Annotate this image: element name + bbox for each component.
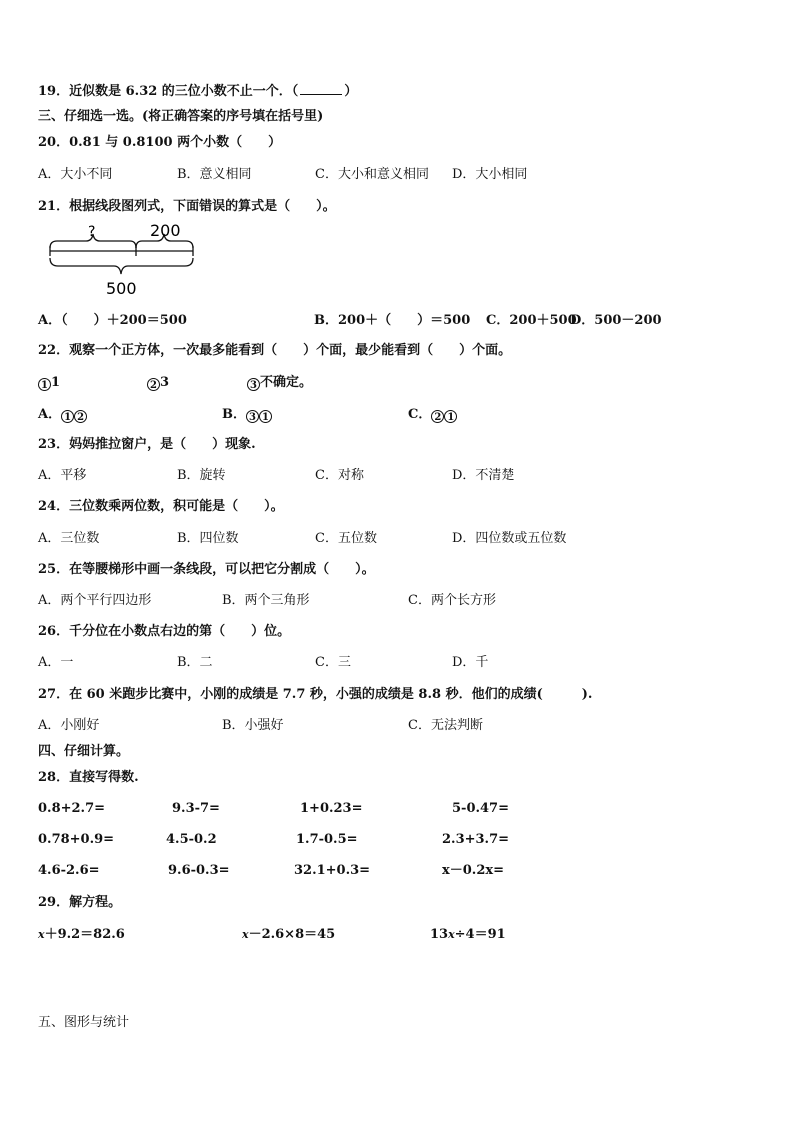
q20-option-c[interactable]: C．大小和意义相同 xyxy=(315,167,429,182)
q23-option-d[interactable]: D．不清楚 xyxy=(452,468,515,483)
question-24-stem: 24．三位数乘两位数，积可能是（ ）。 xyxy=(38,499,284,514)
section-5-heading: 五、图形与统计 xyxy=(38,1015,130,1030)
q20-option-a[interactable]: A．大小不同 xyxy=(38,167,113,182)
question-27-stem: 27．在 60 米跑步比赛中，小刚的成绩是 7.7 秒，小强的成绩是 8.8 秒．他们的成绩( ). xyxy=(38,687,593,702)
calc-item: 32.1+0.3= xyxy=(294,863,371,878)
total-label: 500 xyxy=(106,279,137,298)
q22-option-c[interactable]: C． 2 1 xyxy=(408,407,457,423)
unknown-label: ? xyxy=(88,224,96,240)
bottom-brace xyxy=(50,258,193,274)
question-26-stem: 26．千分位在小数点右边的第（ ）位。 xyxy=(38,624,291,639)
q24-option-d[interactable]: D．四位数或五位数 xyxy=(452,531,567,546)
q25-option-c[interactable]: C．两个长方形 xyxy=(408,593,496,608)
question-25-stem: 25．在等腰梯形中画一条线段，可以把它分割成（ ）。 xyxy=(38,562,375,577)
circled-number: 3 xyxy=(246,410,259,423)
question-19: 19．近似数是 6.32 的三位小数不止一个．（ ） xyxy=(38,84,358,99)
question-22-stem: 22．观察一个正方体，一次最多能看到（ ）个面，最少能看到（ ）个面。 xyxy=(38,343,512,358)
q27-option-a[interactable]: A．小刚好 xyxy=(38,718,100,733)
q25-option-b[interactable]: B．两个三角形 xyxy=(222,593,310,608)
line-segment-diagram xyxy=(40,222,210,304)
calc-item: 2.3+3.7= xyxy=(442,832,510,847)
circled-number: 1 xyxy=(259,410,272,423)
q26-option-c[interactable]: C．三 xyxy=(315,655,351,670)
calc-item: 4.5-0.2 xyxy=(166,832,217,847)
circled-number: 1 xyxy=(61,410,74,423)
question-21-stem: 21．根据线段图列式，下面错误的算式是（ ）。 xyxy=(38,199,336,214)
circled-number: 1 xyxy=(38,378,51,391)
q22-choice-1: 1 1 xyxy=(38,375,60,391)
question-29-stem: 29．解方程。 xyxy=(38,895,122,910)
q24-option-b[interactable]: B．四位数 xyxy=(177,531,239,546)
q21-option-b[interactable]: B．200＋（ ）＝500 xyxy=(314,313,471,328)
q26-option-a[interactable]: A．一 xyxy=(38,655,74,670)
calc-item: 9.3-7= xyxy=(172,801,220,816)
q23-option-a[interactable]: A．平移 xyxy=(38,468,87,483)
section-4-heading: 四、仔细计算。 xyxy=(38,744,130,759)
q26-option-d[interactable]: D．千 xyxy=(452,655,489,670)
equation-3: 13x÷4＝91 xyxy=(430,927,506,942)
q22-choice-2: 2 3 xyxy=(147,375,169,391)
q21-option-d[interactable]: D．500－200 xyxy=(570,313,662,328)
calc-item: 0.78+0.9= xyxy=(38,832,115,847)
q26-option-b[interactable]: B．二 xyxy=(177,655,213,670)
calc-item: 0.8+2.7= xyxy=(38,801,106,816)
q23-option-b[interactable]: B．旋转 xyxy=(177,468,226,483)
q22-option-a[interactable]: A． 1 2 xyxy=(38,407,87,423)
q21-option-a[interactable]: A．（ ）＋200＝500 xyxy=(38,313,187,328)
q23-option-c[interactable]: C．对称 xyxy=(315,468,364,483)
section-3-heading: 三、仔细选一选。(将正确答案的序号填在括号里) xyxy=(38,109,324,124)
calc-item: 1.7-0.5= xyxy=(296,832,358,847)
q22-choice-3: 3 不确定。 xyxy=(247,375,312,391)
question-23-stem: 23．妈妈推拉窗户，是（ ）现象. xyxy=(38,437,256,452)
q27-option-b[interactable]: B．小强好 xyxy=(222,718,284,733)
q20-option-d[interactable]: D．大小相同 xyxy=(452,167,528,182)
calc-item: 4.6-2.6= xyxy=(38,863,100,878)
circled-number: 3 xyxy=(247,378,260,391)
circled-number: 1 xyxy=(444,410,457,423)
calc-item: 1+0.23= xyxy=(300,801,363,816)
answer-blank[interactable] xyxy=(300,83,342,95)
q25-option-a[interactable]: A．两个平行四边形 xyxy=(38,593,152,608)
q27-option-c[interactable]: C．无法判断 xyxy=(408,718,483,733)
circled-number: 2 xyxy=(431,410,444,423)
equation-2: x－2.6×8＝45 xyxy=(242,927,336,942)
question-28-stem: 28．直接写得数. xyxy=(38,770,139,785)
q21-option-c[interactable]: C．200＋500 xyxy=(486,313,577,328)
q24-option-c[interactable]: C．五位数 xyxy=(315,531,377,546)
calc-item: 9.6-0.3= xyxy=(168,863,230,878)
calc-item: 5-0.47= xyxy=(452,801,509,816)
calc-item: x－0.2x= xyxy=(442,863,505,878)
circled-number: 2 xyxy=(74,410,87,423)
circled-number: 2 xyxy=(147,378,160,391)
part-label: 200 xyxy=(150,222,181,240)
q24-option-a[interactable]: A．三位数 xyxy=(38,531,100,546)
question-20-stem: 20．0.81 与 0.8100 两个小数（ ） xyxy=(38,135,282,150)
q22-option-b[interactable]: B． 3 1 xyxy=(222,407,272,423)
q20-option-b[interactable]: B．意义相同 xyxy=(177,167,252,182)
equation-1: x＋9.2＝82.6 xyxy=(38,927,125,942)
